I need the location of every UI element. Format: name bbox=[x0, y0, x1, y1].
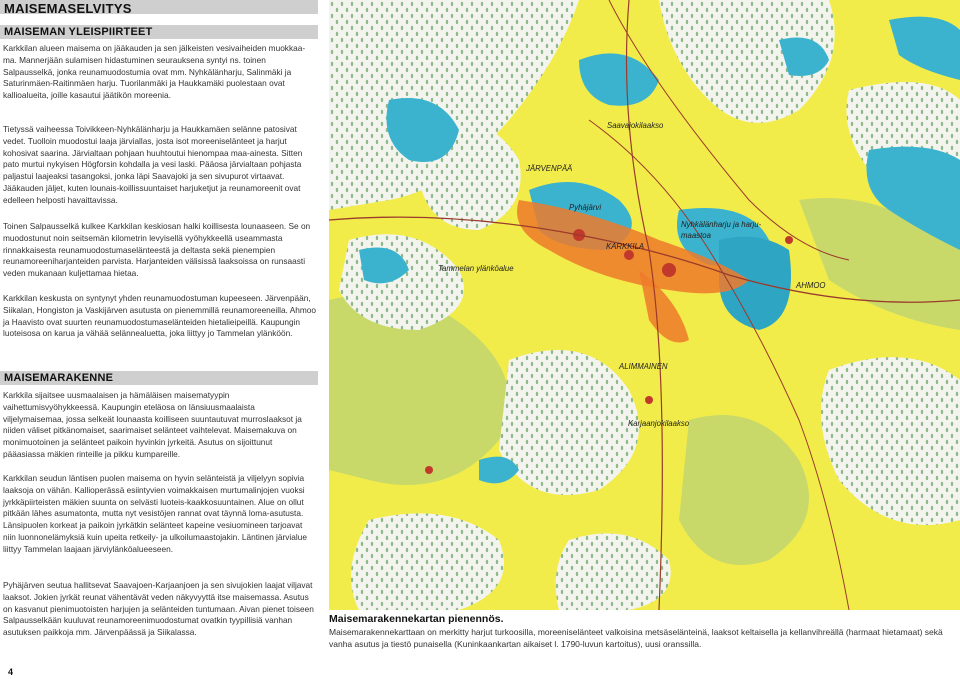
map-label-jarvenpaa: JÄRVENPÄÄ bbox=[526, 164, 573, 173]
map-label-tammela: Tammelan ylänköalue bbox=[438, 264, 514, 273]
text-column bbox=[0, 0, 318, 679]
map-label-ahmoo: AHMOO bbox=[796, 281, 826, 290]
paragraph-5: Karkkila sijaitsee uusmaalaisen ja hämäläisen maisematyypin vaihettumisvyöhykkeessä. Kaupungin eteläosa on länsiuusmaalaista viljelymaisemaa, jossa selkeät lounaasta koilliseen suuntautuvat murroslaaksot ja niiden väliset pitkänomaiset, saarimaiset selänteet vaihtelevat. Maisemakuva on monimuotoinen ja selänteet paikoin hyvinkin jyrkeitä. Asutus on sijoittunut pääasiassa mäkien rinteille ja pikku kumpareille. bbox=[3, 390, 302, 459]
map-graphic bbox=[329, 0, 960, 610]
map-label-nyhkalanharju: Nyhkälänharju ja harju- bbox=[681, 220, 762, 229]
map-caption-body: Maisemarakennekarttaan on merkitty harjut turkoosilla, moreeniselänteet valkoisina metsäselänteinä, laaksot keltaisella ja kellanvihreällä (harmaat hietamaat) sekä vanha asutus ja tiestö punaisella (Kuninkaankartan aikaiset l. 1790-luvun kartoitus), uusi oranssilla. bbox=[329, 627, 943, 649]
map-label-nyhkalanharju-2: maastoa bbox=[681, 231, 711, 240]
section-heading-yleispiirteet: MAISEMAN YLEISPIIRTEET bbox=[4, 26, 153, 38]
map-label-pyhajarvi: Pyhäjärvi bbox=[569, 203, 602, 212]
old-settlement bbox=[785, 236, 793, 244]
landscape-structure-map bbox=[329, 0, 960, 610]
paragraph-7: Pyhäjärven seutua hallitsevat Saavajoen-Karjaanjoen ja sen sivujokien laajat viljavat laaksot. Jokien jyrkät reunat vähentävät veden näkyvyyttä itse maisemassa. Asutus on kasvanut pienimuotoisten harjujen ja selänteiden tuntumaan. Aivan pienet toiseen Salpausselkään kuuluvat reunamoreenimuodostumat ovatkin tyypillisiä vanhan asutuksen paikkoja mm. Järvenpäässä ja Siikalassa. bbox=[3, 580, 314, 638]
map-label-karkkila: KARKKILA bbox=[606, 242, 645, 251]
old-settlement bbox=[662, 263, 676, 277]
section-heading-maisemarakenne: MAISEMARAKENNE bbox=[4, 372, 114, 384]
old-settlement bbox=[645, 396, 653, 404]
map-label-karjaanjokilaakso: Karjaanjokilaakso bbox=[628, 419, 690, 428]
page-number: 4 bbox=[8, 667, 14, 677]
map-caption-title: Maisemarakennekartan pienennös. bbox=[329, 613, 504, 625]
paragraph-6: Karkkilan seudun läntisen puolen maisema on hyvin selänteistä ja viljelyyn sopivia laaksoja on vähän. Kallioperässä esiintyvien voimakkaisen murtumalinjojen vuoksi jyrkkäpiirteisten mäkien suunta on selvästi luoteis-kaakkosuuntainen. Alue on ollut pitkään lähes asumatonta, mutta nyt vesistöjen rannat ovat täynnä loma-asutusta. Länsipuolen korkeat ja paikoin jyrkätkin selänteet kapeine vesiuomineen tarjoavat niin luonnonelämyksiä kuin upeita retkeily- ja ulkoilumaastojakin. Läntinen järvialue liittyy Tammelan laajaan järviylänköalueeseen. bbox=[3, 473, 307, 554]
paragraph-1: Karkkilan alueen maisema on jääkauden ja sen jälkeisten vesivaiheiden muokkaa- ma. Mannerjään sulamisen hidastuminen seurauksena syntyi ns. toinen Salpausselkä, jonka reunamuodostumia ovat mm. Nyhkälänharju, Salinmäki ja Saturinmäen-Raitinmäen harju. Tuorilanmäki ja Haukkamäki puolestaan ovat kallioalueita, joille kasautui jäätikön moreenia. bbox=[3, 43, 306, 101]
paragraph-2: Tietyssä vaiheessa Toivikkeen-Nyhkälänharju ja Haukkamäen selänne patosivat vedet. Tuolloin muodostui laaja järviallas, josta isot moreeniselänteet ja harjut kohosivat saarina. Järvialtaan pohjaan huuhtoutui hienompaa maa-ainesta. Sitten pato murtui nykyisen Högforsin kohdalla ja vesi laski. Pääosa järvialtaan pohjasta paljastui laajeaksi tasangoksi, jonka läpi Saavajoki ja sen sivupurot virtaavat. Jääkauden jäljet, kuten lounais-koillissuuntaiset harjuketjut ja reunamoreenit ovat edelleen helposti havaittavissa. bbox=[3, 124, 303, 205]
paragraph-3: Toinen Salpausselkä kulkee Karkkilan keskiosan halki koillisesta lounaaseen. Se on muodostunut noin seitsemän kilometrin levyisellä vyöhykkeellä useammasta rinnakkaisesta reunamuodostumaselänteestä ja deltasta sekä pienempien reunamoreeniharjanteiden parvista. Harjanteiden välisissä laaksoissa on runsaasti veden mukanaan kuljettamaa hietaa. bbox=[3, 221, 311, 279]
map-label-alimmainen: ALIMMAINEN bbox=[619, 362, 668, 371]
paragraph-4: Karkkilan keskusta on syntynyt yhden reunamuodostuman kupeeseen. Järvenpään, Siikalan, Hongiston ja Vaskijärven asutusta on pienemmillä reunamoreeneilla. Ahmoo ja Haavisto ovat suurten reunamuodostumaselänteiden hietalieipeillä. Kaupungin luoteisosa on karua ja vähää selännealuetta, joka liittyy jo Tammelan ylänköön. bbox=[3, 293, 316, 339]
page-title: MAISEMASELVITYS bbox=[4, 1, 132, 16]
old-settlement bbox=[425, 466, 433, 474]
map-label-saavajokilaakso: Saavajokilaakso bbox=[607, 121, 664, 130]
old-settlement bbox=[624, 250, 634, 260]
